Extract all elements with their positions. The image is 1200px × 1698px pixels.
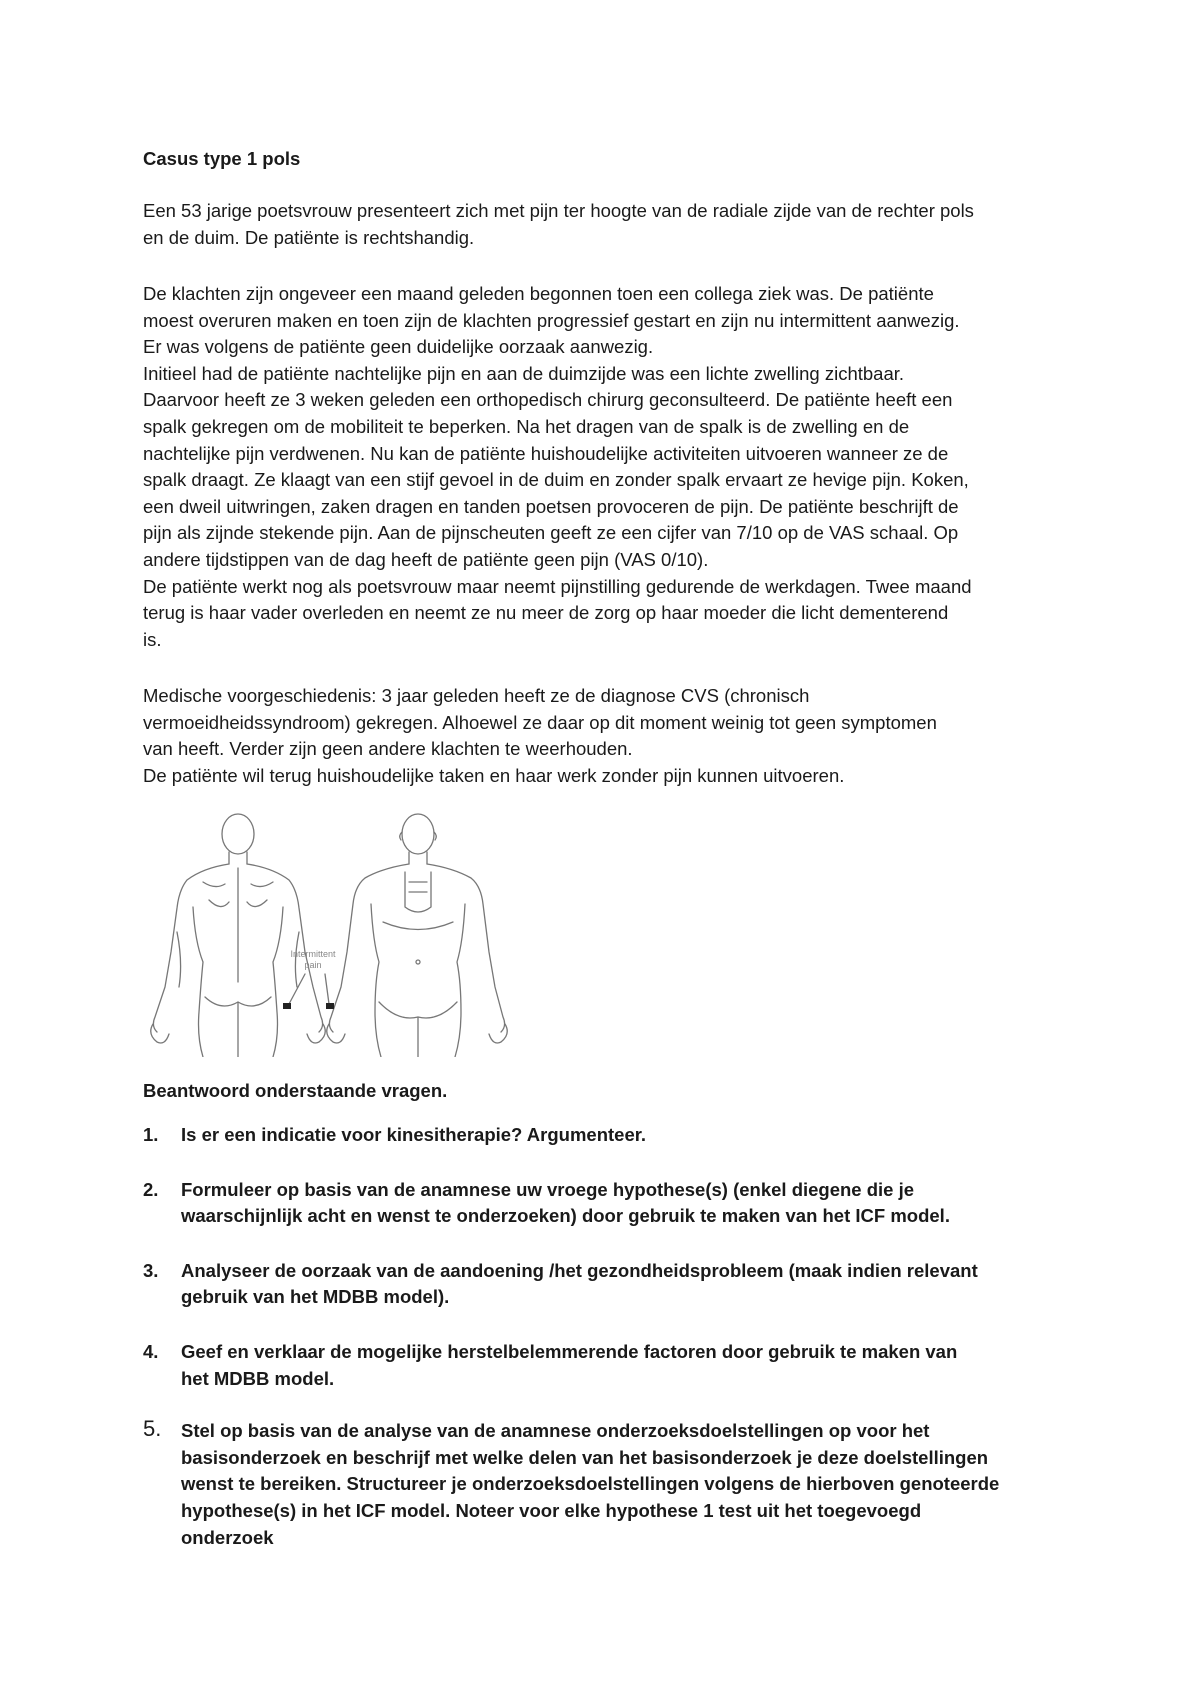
question-line: hypothese(s) in het ICF model. Noteer voor elke hypothese 1 test uit het toegevoegd <box>181 1499 922 1521</box>
question-item <box>143 1418 1043 1551</box>
figure-label-line1: Intermittent <box>290 949 336 959</box>
pain-marker-front-wrist <box>326 1003 334 1009</box>
paragraph-line: andere tijdstippen van de dag heeft de patiënte geen pijn (VAS 0/10). <box>143 548 709 570</box>
question-number: 1. <box>143 1124 159 1145</box>
question-line: gebruik van het MDBB model). <box>181 1286 450 1308</box>
paragraph-line: pijn als zijnde stekende pijn. Aan de pijnscheuten geeft ze een cijfer van 7/10 op de VAS schaal. Op <box>143 522 959 544</box>
paragraph-line: terug is haar vader overleden en neemt ze nu meer de zorg op haar moeder die licht dementerend <box>143 602 949 624</box>
complaints-paragraph <box>143 281 1073 653</box>
pain-marker-back-wrist <box>283 1003 291 1009</box>
question-line: Analyseer de oorzaak van de aandoening /het gezondheidsprobleem (maak indien relevant <box>181 1259 978 1281</box>
body-chart-illustration <box>143 812 523 1057</box>
body-chart-figure <box>143 812 523 1057</box>
paragraph-line: een dweil uitwringen, zaken dragen en tanden poetsen provoceren de pijn. De patiënte beschrijft de <box>143 495 959 517</box>
paragraph-line: nachtelijke pijn verdwenen. Nu kan de patiënte huishoudelijke activiteiten uitvoeren wanneer ze de <box>143 442 949 464</box>
paragraph-line: spalk gekregen om de mobiliteit te beperken. Na het dragen van de spalk is de zwelling en de <box>143 415 910 437</box>
paragraph-line: Medische voorgeschiedenis: 3 jaar geleden heeft ze de diagnose CVS (chronisch <box>143 685 810 706</box>
paragraph-line: moest overuren maken en toen zijn de klachten progressief gestart en zijn nu intermittent aanwezig. <box>143 309 960 331</box>
document-title: Casus type 1 pols <box>143 148 301 169</box>
paragraph-line: is. <box>143 628 162 650</box>
paragraph-line: De klachten zijn ongeveer een maand geleden begonnen toen een collega ziek was. De patiënte <box>143 283 934 304</box>
question-line: Geef en verklaar de mogelijke herstelbelemmerende factoren door gebruik te maken van <box>181 1340 958 1362</box>
paragraph-line: Een 53 jarige poetsvrouw presenteert zich met pijn ter hoogte van de radiale zijde van de rechter pols <box>143 200 974 221</box>
questions-heading: Beantwoord onderstaande vragen. <box>143 1080 448 1101</box>
question-line: Stel op basis van de analyse van de anamnese onderzoeksdoelstellingen op voor het <box>181 1420 930 1442</box>
paragraph-line: De patiënte werkt nog als poetsvrouw maar neemt pijnstilling gedurende de werkdagen. Twee maand <box>143 575 972 597</box>
paragraph-line: Daarvoor heeft ze 3 weken geleden een orthopedisch chirurg geconsulteerd. De patiënte heeft een <box>143 389 953 411</box>
paragraph-line: en de duim. De patiënte is rechtshandig. <box>143 226 475 248</box>
question-item <box>143 1122 1043 1149</box>
question-number: 5. <box>143 1416 162 1442</box>
question-line: waarschijnlijk acht en wenst te onderzoeken) door gebruik te maken van het ICF model. <box>181 1205 950 1227</box>
paragraph-line: spalk draagt. Ze klaagt van een stijf gevoel in de duim en zonder spalk ervaart ze hevige pijn. Koken, <box>143 469 969 491</box>
question-item <box>143 1177 1043 1230</box>
question-number: 2. <box>143 1178 159 1200</box>
questions-list <box>143 1122 1043 1551</box>
medical-history-paragraph <box>143 683 1073 789</box>
back-view-figure <box>151 814 326 1057</box>
paragraph-line: vermoeidheidssyndroom) gekregen. Alhoewel ze daar op dit moment weinig tot geen symptomen <box>143 711 937 733</box>
front-view-figure <box>327 814 508 1057</box>
question-item <box>143 1339 1043 1392</box>
question-item <box>143 1258 1043 1311</box>
question-line: Is er een indicatie voor kinesitherapie? Argumenteer. <box>181 1124 647 1145</box>
paragraph-line: Initieel had de patiënte nachtelijke pijn en aan de duimzijde was een lichte zwelling zichtbaar. <box>143 362 905 384</box>
question-number: 3. <box>143 1259 159 1281</box>
question-line: het MDBB model. <box>181 1367 335 1389</box>
paragraph-line: Er was volgens de patiënte geen duidelijke oorzaak aanwezig. <box>143 336 654 358</box>
intro-paragraph <box>143 198 1073 251</box>
paragraph-line: van heeft. Verder zijn geen andere klachten te weerhouden. <box>143 738 633 760</box>
question-number: 4. <box>143 1340 159 1362</box>
question-line: onderzoek <box>181 1526 274 1548</box>
question-line: Formuleer op basis van de anamnese uw vroege hypothese(s) (enkel diegene die je <box>181 1178 915 1200</box>
figure-label-line2: pain <box>304 960 322 970</box>
question-line: basisonderzoek en beschrijf met welke delen van het basisonderzoek je deze doelstellingen <box>181 1446 989 1468</box>
question-line: wenst te bereiken. Structureer je onderzoeksdoelstellingen volgens de hierboven genoteerde <box>181 1473 1000 1495</box>
paragraph-line: De patiënte wil terug huishoudelijke taken en haar werk zonder pijn kunnen uitvoeren. <box>143 764 845 786</box>
